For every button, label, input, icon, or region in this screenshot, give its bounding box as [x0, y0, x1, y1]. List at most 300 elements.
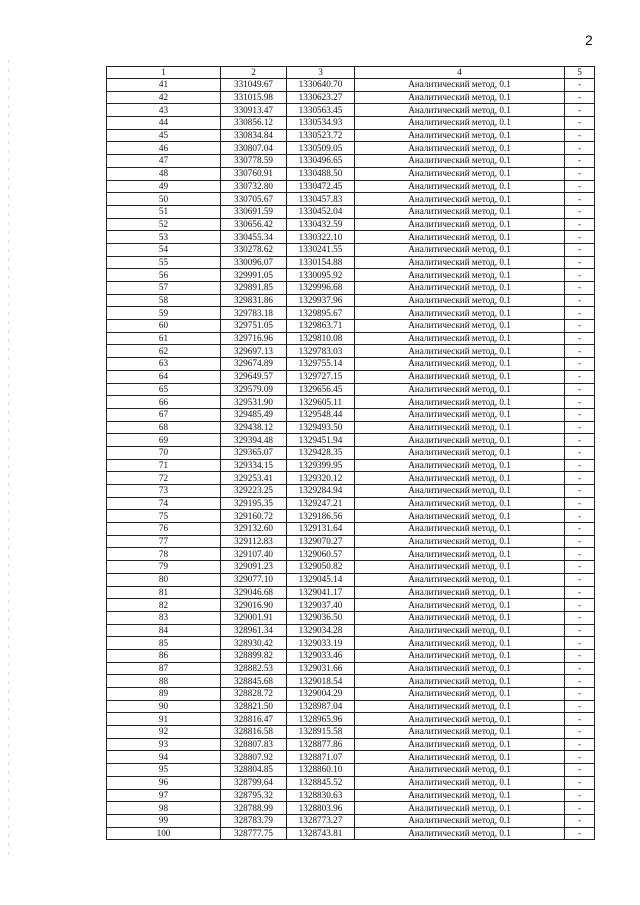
point-number-cell: 70 — [107, 446, 221, 459]
note-cell: - — [565, 611, 595, 624]
point-number-cell: 88 — [107, 675, 221, 688]
table-row — [107, 383, 595, 396]
y-coordinate-cell: 1330432.59 — [287, 218, 355, 231]
point-number-cell: 71 — [107, 459, 221, 472]
point-number-cell: 48 — [107, 167, 221, 180]
table-row — [107, 91, 595, 104]
method-cell: Аналитический метод, 0.1 — [355, 675, 565, 688]
note-cell: - — [565, 675, 595, 688]
note-cell: - — [565, 345, 595, 358]
note-cell: - — [565, 332, 595, 345]
point-number-cell: 74 — [107, 497, 221, 510]
method-cell: Аналитический метод, 0.1 — [355, 624, 565, 637]
note-cell: - — [565, 624, 595, 637]
point-number-cell: 54 — [107, 243, 221, 256]
y-coordinate-cell: 1329605.11 — [287, 396, 355, 409]
x-coordinate-cell: 328807.83 — [221, 738, 287, 751]
note-cell: - — [565, 104, 595, 117]
table-row — [107, 180, 595, 193]
y-coordinate-cell: 1329863.71 — [287, 320, 355, 333]
method-cell: Аналитический метод, 0.1 — [355, 104, 565, 117]
point-number-cell: 50 — [107, 193, 221, 206]
point-number-cell: 49 — [107, 180, 221, 193]
y-coordinate-cell: 1330623.27 — [287, 91, 355, 104]
x-coordinate-cell: 328816.58 — [221, 726, 287, 739]
point-number-cell: 64 — [107, 370, 221, 383]
table-row — [107, 586, 595, 599]
method-cell: Аналитический метод, 0.1 — [355, 738, 565, 751]
point-number-cell: 89 — [107, 688, 221, 701]
method-cell: Аналитический метод, 0.1 — [355, 256, 565, 269]
note-cell: - — [565, 269, 595, 282]
method-cell: Аналитический метод, 0.1 — [355, 117, 565, 130]
x-coordinate-cell: 328804.85 — [221, 764, 287, 777]
table-row — [107, 738, 595, 751]
note-cell: - — [565, 472, 595, 485]
x-coordinate-cell: 331015.98 — [221, 91, 287, 104]
table-row — [107, 446, 595, 459]
table-row — [107, 193, 595, 206]
column-header-4: 4 — [355, 67, 565, 79]
x-coordinate-cell: 329649.57 — [221, 370, 287, 383]
table-row — [107, 751, 595, 764]
x-coordinate-cell: 329077.10 — [221, 573, 287, 586]
note-cell: - — [565, 535, 595, 548]
y-coordinate-cell: 1330322.10 — [287, 231, 355, 244]
table-row — [107, 345, 595, 358]
y-coordinate-cell: 1329493.50 — [287, 421, 355, 434]
table-row — [107, 332, 595, 345]
x-coordinate-cell: 329394.48 — [221, 434, 287, 447]
point-number-cell: 69 — [107, 434, 221, 447]
point-number-cell: 92 — [107, 726, 221, 739]
method-cell: Аналитический метод, 0.1 — [355, 827, 565, 840]
y-coordinate-cell: 1329034.28 — [287, 624, 355, 637]
method-cell: Аналитический метод, 0.1 — [355, 155, 565, 168]
y-coordinate-cell: 1329451.94 — [287, 434, 355, 447]
note-cell: - — [565, 497, 595, 510]
table-row — [107, 573, 595, 586]
note-cell: - — [565, 789, 595, 802]
x-coordinate-cell: 331049.67 — [221, 79, 287, 92]
method-cell: Аналитический метод, 0.1 — [355, 307, 565, 320]
y-coordinate-cell: 1329033.46 — [287, 649, 355, 662]
point-number-cell: 87 — [107, 662, 221, 675]
note-cell: - — [565, 117, 595, 130]
method-cell: Аналитический метод, 0.1 — [355, 523, 565, 536]
y-coordinate-cell: 1329937.96 — [287, 294, 355, 307]
table-row — [107, 688, 595, 701]
note-cell: - — [565, 751, 595, 764]
x-coordinate-cell: 329783.18 — [221, 307, 287, 320]
y-coordinate-cell: 1329320.12 — [287, 472, 355, 485]
note-cell: - — [565, 738, 595, 751]
table-row — [107, 523, 595, 536]
x-coordinate-cell: 329016.90 — [221, 599, 287, 612]
method-cell: Аналитический метод, 0.1 — [355, 294, 565, 307]
table-row — [107, 827, 595, 840]
note-cell: - — [565, 802, 595, 815]
y-coordinate-cell: 1329656.45 — [287, 383, 355, 396]
note-cell: - — [565, 396, 595, 409]
y-coordinate-cell: 1330534.93 — [287, 117, 355, 130]
x-coordinate-cell: 328788.99 — [221, 802, 287, 815]
method-cell: Аналитический метод, 0.1 — [355, 129, 565, 142]
point-number-cell: 60 — [107, 320, 221, 333]
point-number-cell: 66 — [107, 396, 221, 409]
table-row — [107, 764, 595, 777]
method-cell: Аналитический метод, 0.1 — [355, 205, 565, 218]
y-coordinate-cell: 1329783.03 — [287, 345, 355, 358]
table-row — [107, 535, 595, 548]
method-cell: Аналитический метод, 0.1 — [355, 472, 565, 485]
x-coordinate-cell: 329160.72 — [221, 510, 287, 523]
y-coordinate-cell: 1329727.15 — [287, 370, 355, 383]
table-row — [107, 802, 595, 815]
point-number-cell: 45 — [107, 129, 221, 142]
x-coordinate-cell: 329334.15 — [221, 459, 287, 472]
y-coordinate-cell: 1330509.05 — [287, 142, 355, 155]
method-cell: Аналитический метод, 0.1 — [355, 269, 565, 282]
y-coordinate-cell: 1329031.66 — [287, 662, 355, 675]
y-coordinate-cell: 1328845.52 — [287, 776, 355, 789]
y-coordinate-cell: 1329428.35 — [287, 446, 355, 459]
table-row — [107, 117, 595, 130]
point-number-cell: 75 — [107, 510, 221, 523]
method-cell: Аналитический метод, 0.1 — [355, 79, 565, 92]
table-row — [107, 408, 595, 421]
method-cell: Аналитический метод, 0.1 — [355, 497, 565, 510]
point-number-cell: 65 — [107, 383, 221, 396]
x-coordinate-cell: 330834.84 — [221, 129, 287, 142]
note-cell: - — [565, 649, 595, 662]
note-cell: - — [565, 307, 595, 320]
table-row — [107, 205, 595, 218]
y-coordinate-cell: 1330241.55 — [287, 243, 355, 256]
y-coordinate-cell: 1330640.70 — [287, 79, 355, 92]
method-cell: Аналитический метод, 0.1 — [355, 548, 565, 561]
method-cell: Аналитический метод, 0.1 — [355, 713, 565, 726]
y-coordinate-cell: 1328965.96 — [287, 713, 355, 726]
note-cell: - — [565, 421, 595, 434]
page-number: 2 — [585, 32, 593, 48]
method-cell: Аналитический метод, 0.1 — [355, 421, 565, 434]
note-cell: - — [565, 827, 595, 840]
point-number-cell: 76 — [107, 523, 221, 536]
point-number-cell: 51 — [107, 205, 221, 218]
note-cell: - — [565, 155, 595, 168]
note-cell: - — [565, 700, 595, 713]
method-cell: Аналитический метод, 0.1 — [355, 802, 565, 815]
x-coordinate-cell: 328845.68 — [221, 675, 287, 688]
y-coordinate-cell: 1329755.14 — [287, 358, 355, 371]
method-cell: Аналитический метод, 0.1 — [355, 561, 565, 574]
point-number-cell: 85 — [107, 637, 221, 650]
scan-edge-mark — [8, 60, 9, 860]
note-cell: - — [565, 167, 595, 180]
y-coordinate-cell: 1329399.95 — [287, 459, 355, 472]
point-number-cell: 82 — [107, 599, 221, 612]
point-number-cell: 59 — [107, 307, 221, 320]
x-coordinate-cell: 330455.34 — [221, 231, 287, 244]
column-header-5: 5 — [565, 67, 595, 79]
x-coordinate-cell: 330691.59 — [221, 205, 287, 218]
table-row — [107, 269, 595, 282]
method-cell: Аналитический метод, 0.1 — [355, 243, 565, 256]
point-number-cell: 47 — [107, 155, 221, 168]
table-row — [107, 561, 595, 574]
note-cell: - — [565, 459, 595, 472]
point-number-cell: 52 — [107, 218, 221, 231]
note-cell: - — [565, 637, 595, 650]
point-number-cell: 55 — [107, 256, 221, 269]
x-coordinate-cell: 329046.68 — [221, 586, 287, 599]
method-cell: Аналитический метод, 0.1 — [355, 345, 565, 358]
y-coordinate-cell: 1329131.64 — [287, 523, 355, 536]
table-row — [107, 294, 595, 307]
y-coordinate-cell: 1330496.65 — [287, 155, 355, 168]
y-coordinate-cell: 1329548.44 — [287, 408, 355, 421]
method-cell: Аналитический метод, 0.1 — [355, 776, 565, 789]
y-coordinate-cell: 1329004.29 — [287, 688, 355, 701]
x-coordinate-cell: 328795.32 — [221, 789, 287, 802]
point-number-cell: 81 — [107, 586, 221, 599]
y-coordinate-cell: 1329041.17 — [287, 586, 355, 599]
table-row — [107, 662, 595, 675]
coordinates-table — [106, 66, 595, 840]
note-cell: - — [565, 713, 595, 726]
table-row — [107, 434, 595, 447]
point-number-cell: 42 — [107, 91, 221, 104]
method-cell: Аналитический метод, 0.1 — [355, 637, 565, 650]
note-cell: - — [565, 231, 595, 244]
note-cell: - — [565, 776, 595, 789]
point-number-cell: 62 — [107, 345, 221, 358]
y-coordinate-cell: 1329036.50 — [287, 611, 355, 624]
point-number-cell: 57 — [107, 282, 221, 295]
x-coordinate-cell: 329531.90 — [221, 396, 287, 409]
method-cell: Аналитический метод, 0.1 — [355, 332, 565, 345]
table-row — [107, 167, 595, 180]
method-cell: Аналитический метод, 0.1 — [355, 320, 565, 333]
point-number-cell: 46 — [107, 142, 221, 155]
note-cell: - — [565, 320, 595, 333]
x-coordinate-cell: 330913.47 — [221, 104, 287, 117]
x-coordinate-cell: 328807.92 — [221, 751, 287, 764]
method-cell: Аналитический метод, 0.1 — [355, 814, 565, 827]
y-coordinate-cell: 1328915.58 — [287, 726, 355, 739]
x-coordinate-cell: 330096.07 — [221, 256, 287, 269]
note-cell: - — [565, 485, 595, 498]
method-cell: Аналитический метод, 0.1 — [355, 231, 565, 244]
y-coordinate-cell: 1330457.83 — [287, 193, 355, 206]
x-coordinate-cell: 328821.50 — [221, 700, 287, 713]
y-coordinate-cell: 1328743.81 — [287, 827, 355, 840]
table-row — [107, 726, 595, 739]
y-coordinate-cell: 1329895.67 — [287, 307, 355, 320]
x-coordinate-cell: 329991.05 — [221, 269, 287, 282]
note-cell: - — [565, 142, 595, 155]
table-row — [107, 485, 595, 498]
method-cell: Аналитический метод, 0.1 — [355, 446, 565, 459]
x-coordinate-cell: 329223.25 — [221, 485, 287, 498]
x-coordinate-cell: 329001.91 — [221, 611, 287, 624]
method-cell: Аналитический метод, 0.1 — [355, 751, 565, 764]
point-number-cell: 79 — [107, 561, 221, 574]
table-row — [107, 358, 595, 371]
x-coordinate-cell: 329831.86 — [221, 294, 287, 307]
table-row — [107, 320, 595, 333]
x-coordinate-cell: 328828.72 — [221, 688, 287, 701]
method-cell: Аналитический метод, 0.1 — [355, 485, 565, 498]
point-number-cell: 67 — [107, 408, 221, 421]
point-number-cell: 80 — [107, 573, 221, 586]
point-number-cell: 86 — [107, 649, 221, 662]
y-coordinate-cell: 1328860.10 — [287, 764, 355, 777]
table-row — [107, 104, 595, 117]
point-number-cell: 97 — [107, 789, 221, 802]
table-row — [107, 231, 595, 244]
method-cell: Аналитический метод, 0.1 — [355, 586, 565, 599]
point-number-cell: 53 — [107, 231, 221, 244]
x-coordinate-cell: 329438.12 — [221, 421, 287, 434]
y-coordinate-cell: 1329070.27 — [287, 535, 355, 548]
note-cell: - — [565, 408, 595, 421]
y-coordinate-cell: 1328803.96 — [287, 802, 355, 815]
note-cell: - — [565, 561, 595, 574]
x-coordinate-cell: 328961.34 — [221, 624, 287, 637]
method-cell: Аналитический метод, 0.1 — [355, 662, 565, 675]
x-coordinate-cell: 330656.42 — [221, 218, 287, 231]
method-cell: Аналитический метод, 0.1 — [355, 142, 565, 155]
note-cell: - — [565, 548, 595, 561]
note-cell: - — [565, 523, 595, 536]
method-cell: Аналитический метод, 0.1 — [355, 611, 565, 624]
x-coordinate-cell: 329253.41 — [221, 472, 287, 485]
method-cell: Аналитический метод, 0.1 — [355, 91, 565, 104]
table-row — [107, 155, 595, 168]
note-cell: - — [565, 434, 595, 447]
column-header-1: 1 — [107, 67, 221, 79]
method-cell: Аналитический метод, 0.1 — [355, 688, 565, 701]
table-row — [107, 282, 595, 295]
point-number-cell: 96 — [107, 776, 221, 789]
method-cell: Аналитический метод, 0.1 — [355, 396, 565, 409]
table-row — [107, 421, 595, 434]
point-number-cell: 73 — [107, 485, 221, 498]
note-cell: - — [565, 688, 595, 701]
x-coordinate-cell: 328777.75 — [221, 827, 287, 840]
table-row — [107, 624, 595, 637]
method-cell: Аналитический метод, 0.1 — [355, 408, 565, 421]
method-cell: Аналитический метод, 0.1 — [355, 726, 565, 739]
table-row — [107, 243, 595, 256]
table-row — [107, 307, 595, 320]
method-cell: Аналитический метод, 0.1 — [355, 510, 565, 523]
note-cell: - — [565, 358, 595, 371]
y-coordinate-cell: 1330452.04 — [287, 205, 355, 218]
method-cell: Аналитический метод, 0.1 — [355, 282, 565, 295]
note-cell: - — [565, 91, 595, 104]
x-coordinate-cell: 330760.91 — [221, 167, 287, 180]
point-number-cell: 63 — [107, 358, 221, 371]
table-row — [107, 599, 595, 612]
x-coordinate-cell: 330778.59 — [221, 155, 287, 168]
table-row — [107, 129, 595, 142]
note-cell: - — [565, 79, 595, 92]
y-coordinate-cell: 1329045.14 — [287, 573, 355, 586]
x-coordinate-cell: 328882.53 — [221, 662, 287, 675]
x-coordinate-cell: 330732.80 — [221, 180, 287, 193]
point-number-cell: 56 — [107, 269, 221, 282]
column-header-3: 3 — [287, 67, 355, 79]
table-row — [107, 370, 595, 383]
method-cell: Аналитический метод, 0.1 — [355, 358, 565, 371]
y-coordinate-cell: 1330154.88 — [287, 256, 355, 269]
note-cell: - — [565, 205, 595, 218]
table-row — [107, 256, 595, 269]
note-cell: - — [565, 129, 595, 142]
note-cell: - — [565, 446, 595, 459]
y-coordinate-cell: 1328871.07 — [287, 751, 355, 764]
method-cell: Аналитический метод, 0.1 — [355, 649, 565, 662]
point-number-cell: 61 — [107, 332, 221, 345]
point-number-cell: 99 — [107, 814, 221, 827]
x-coordinate-cell: 330807.04 — [221, 142, 287, 155]
table-body — [107, 79, 595, 840]
point-number-cell: 83 — [107, 611, 221, 624]
method-cell: Аналитический метод, 0.1 — [355, 180, 565, 193]
point-number-cell: 98 — [107, 802, 221, 815]
y-coordinate-cell: 1329996.68 — [287, 282, 355, 295]
note-cell: - — [565, 662, 595, 675]
table-row — [107, 814, 595, 827]
x-coordinate-cell: 328783.79 — [221, 814, 287, 827]
note-cell: - — [565, 370, 595, 383]
note-cell: - — [565, 243, 595, 256]
x-coordinate-cell: 330705.67 — [221, 193, 287, 206]
method-cell: Аналитический метод, 0.1 — [355, 700, 565, 713]
point-number-cell: 90 — [107, 700, 221, 713]
table-header-row — [107, 67, 595, 79]
x-coordinate-cell: 329107.40 — [221, 548, 287, 561]
point-number-cell: 91 — [107, 713, 221, 726]
table-row — [107, 776, 595, 789]
method-cell: Аналитический метод, 0.1 — [355, 459, 565, 472]
note-cell: - — [565, 193, 595, 206]
y-coordinate-cell: 1328773.27 — [287, 814, 355, 827]
y-coordinate-cell: 1329810.08 — [287, 332, 355, 345]
point-number-cell: 44 — [107, 117, 221, 130]
x-coordinate-cell: 329485.49 — [221, 408, 287, 421]
note-cell: - — [565, 294, 595, 307]
note-cell: - — [565, 764, 595, 777]
x-coordinate-cell: 329365.07 — [221, 446, 287, 459]
note-cell: - — [565, 383, 595, 396]
table-row — [107, 142, 595, 155]
y-coordinate-cell: 1330563.45 — [287, 104, 355, 117]
method-cell: Аналитический метод, 0.1 — [355, 383, 565, 396]
y-coordinate-cell: 1330472.45 — [287, 180, 355, 193]
point-number-cell: 95 — [107, 764, 221, 777]
x-coordinate-cell: 329697.13 — [221, 345, 287, 358]
y-coordinate-cell: 1330523.72 — [287, 129, 355, 142]
x-coordinate-cell: 329112.83 — [221, 535, 287, 548]
method-cell: Аналитический метод, 0.1 — [355, 535, 565, 548]
x-coordinate-cell: 328816.47 — [221, 713, 287, 726]
point-number-cell: 58 — [107, 294, 221, 307]
point-number-cell: 78 — [107, 548, 221, 561]
